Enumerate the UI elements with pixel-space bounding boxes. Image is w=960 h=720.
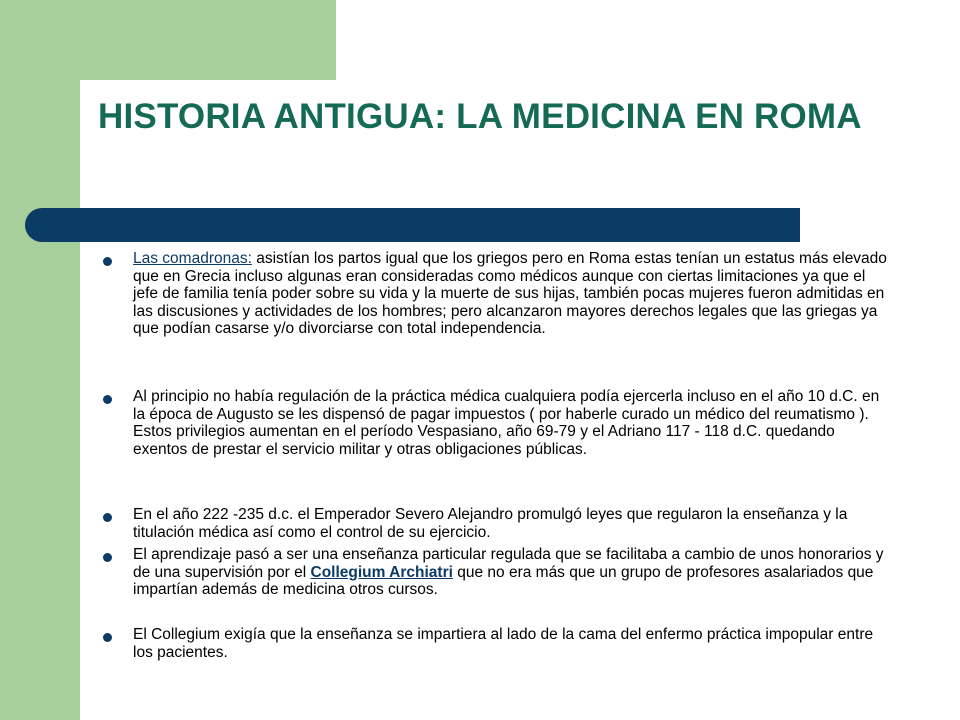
bullet-body: que no era más que un grupo de profesores asalariados que impartían además de medicina otros cursos. <box>133 563 874 599</box>
bullet-text <box>133 250 893 338</box>
bullet-dot-icon <box>103 513 112 522</box>
bullet-text: Al principio no había regulación de la práctica médica cualquiera podía ejercerla incluso en el año 10 d.C. en la época de Augusto se les dispensó de pagar impuestos ( por haberle curado un médico del reumatismo ). Estos privilegios aumentan en el período Vespasiano, año 69-79 y el Adriano 117 - 118 d.C. quedando exentos de prestar el servicio militar y otras obligaciones públicas. <box>133 388 880 458</box>
bullet-body: El aprendizaje pasó a ser una enseñanza particular regulada que se facilitaba a cambio de unos honorarios y de una supervisión por el <box>133 546 884 581</box>
bullet-text <box>133 546 893 599</box>
top-green-block <box>80 0 336 80</box>
title-underline-bar <box>25 208 800 242</box>
bullet-dot-icon <box>103 553 112 562</box>
lead-term: Las comadronas: <box>133 250 252 267</box>
slide-title: HISTORIA ANTIGUA: LA MEDICINA EN ROMA <box>98 97 862 136</box>
bullet-text: En el año 222 -235 d.c. el Emperador Severo Alejandro promulgó leyes que regularon la enseñanza y la titulación médica así como el control de su ejercicio. <box>133 506 848 541</box>
bullet-text: El Collegium exigía que la enseñanza se impartiera al lado de la cama del enfermo práctica impopular entre los pacientes. <box>133 626 874 661</box>
bullet-dot-icon <box>103 257 112 266</box>
bullet-dot-icon <box>103 633 112 642</box>
bullet-body: asistían los partos igual que los griegos pero en Roma estas tenían un estatus más elevado que en Grecia incluso algunas eran consideradas como médicos aunque con ciertas limitaciones ya que el jefe de familia tenía poder sobre su vida y la muerte de sus hijas, también pocas mujeres fueron admitidas en las discusiones y actividades de los hombres; pero alcanzaron mayores derechos legales que las griegas ya que podían casarse y/o divorciarse con total independencia. <box>133 250 887 338</box>
collegium-archiatri-link[interactable]: Collegium Archiatri <box>310 563 453 581</box>
left-green-band <box>0 0 80 720</box>
bullet-dot-icon <box>103 395 112 404</box>
